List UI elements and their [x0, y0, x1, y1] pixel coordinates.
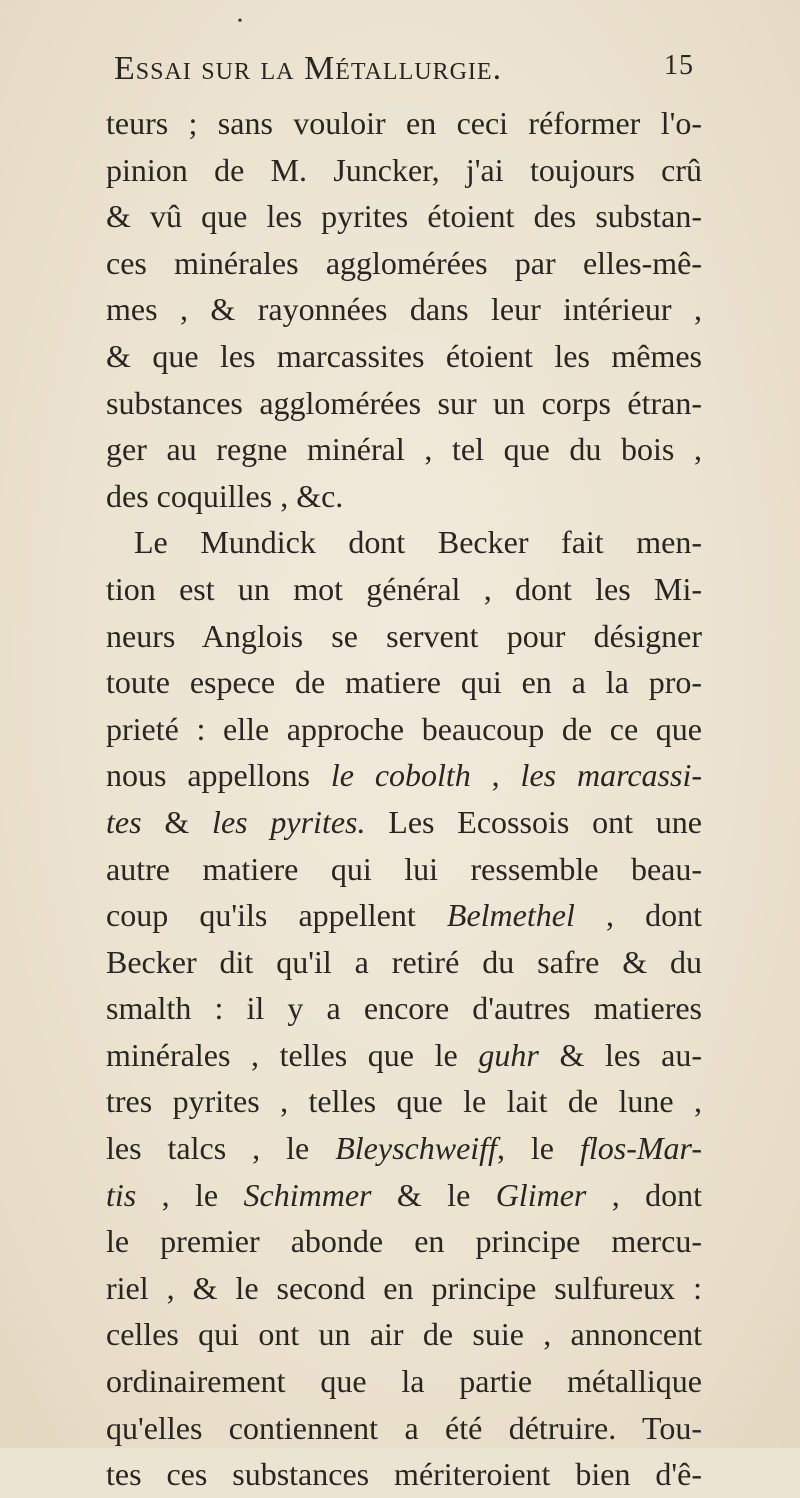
text-run: mes , & rayonnées dans leur intérieur ,: [106, 291, 702, 328]
text-line: [106, 1125, 702, 1172]
italic-run: Belmethel: [446, 897, 575, 934]
text-run: Le Mundick dont Becker fait men-: [134, 524, 702, 561]
text-run: teurs ; sans vouloir en ceci réformer l'o-: [106, 105, 702, 141]
text-line: [106, 1218, 702, 1265]
text-line: [106, 659, 702, 706]
text-run: &: [141, 803, 213, 840]
text-run: neurs Anglois se servent pour désigner: [106, 617, 702, 654]
text-line: [106, 799, 702, 846]
text-run: tes ces substances mériteroient bien d'ê-: [106, 1456, 702, 1493]
ink-mark: •: [237, 14, 243, 29]
text-run: prieté : elle approche beaucoup de ce que: [106, 710, 702, 747]
text-line: [106, 1451, 702, 1498]
text-line: [106, 613, 702, 660]
italic-run: Schimmer: [243, 1176, 372, 1213]
text-run: substances agglomérées sur un corps étran-: [106, 384, 702, 421]
italic-run: Glimer: [495, 1176, 587, 1213]
text-line: [106, 1311, 702, 1358]
text-run: des coquilles , &c.: [106, 477, 344, 514]
text-run: toute espece de matiere qui en a la pro-: [106, 664, 702, 701]
text-run: ger au regne minéral , tel que du bois ,: [106, 431, 702, 468]
italic-run: tis: [106, 1176, 137, 1213]
text-run: Becker dit qu'il a retiré du safre & du: [106, 943, 702, 980]
text-run: tres pyrites , telles que le lait de lune ,: [106, 1083, 702, 1120]
text-line: [106, 286, 702, 333]
text-run: tion est un mot général , dont les Mi-: [106, 570, 702, 607]
page-number: 15: [664, 50, 694, 81]
italic-run: guhr: [478, 1036, 539, 1073]
body-text: [106, 100, 702, 1498]
text-line: [106, 846, 702, 893]
text-line: [106, 426, 702, 473]
text-run: ces minérales agglomérées par elles-mê-: [106, 244, 702, 281]
text-run: , le: [496, 1130, 580, 1167]
text-line: [106, 333, 702, 380]
text-line: [106, 240, 702, 287]
text-run: riel , & le second en principe sulfureux :: [106, 1269, 702, 1306]
text-line: [106, 1405, 702, 1452]
text-line: [106, 892, 702, 939]
text-line: [106, 100, 702, 147]
text-run: & le: [371, 1176, 496, 1213]
text-run: , dont: [574, 897, 702, 934]
italic-run: les marcassi-: [520, 757, 702, 794]
text-line: [106, 519, 702, 566]
text-line: [106, 193, 702, 240]
text-run: smalth : il y a encore d'autres matieres: [106, 990, 702, 1027]
text-line: [106, 1078, 702, 1125]
text-run: celles qui ont un air de suie , annoncent: [106, 1316, 702, 1353]
text-line: [106, 752, 702, 799]
text-line: [106, 566, 702, 613]
text-run: & vû que les pyrites étoient des substan-: [106, 198, 702, 235]
italic-run: tes: [106, 803, 142, 840]
text-run: & les au-: [538, 1036, 702, 1073]
text-run: ordinairement que la partie métallique: [106, 1363, 702, 1400]
text-run: les talcs , le: [106, 1130, 336, 1167]
text-run: ,: [470, 757, 521, 794]
italic-run: flos-Mar-: [580, 1130, 702, 1167]
running-title: Essai sur la Métallurgie.: [114, 50, 503, 87]
text-run: , le: [136, 1176, 244, 1213]
text-line: [106, 939, 702, 986]
text-line: [106, 1172, 702, 1219]
italic-run: Bleyschweiff: [335, 1130, 497, 1167]
text-line: [106, 1032, 702, 1079]
text-line: [106, 473, 702, 520]
text-run: & que les marcassites étoient les mêmes: [106, 337, 702, 374]
italic-run: le cobolth: [330, 757, 471, 794]
text-run: pinion de M. Juncker, j'ai toujours crû: [106, 151, 702, 188]
text-line: [106, 1358, 702, 1405]
text-line: [106, 985, 702, 1032]
running-head: [114, 50, 694, 98]
text-run: nous appellons: [106, 757, 331, 794]
italic-run: les pyrites.: [212, 803, 366, 840]
text-line: [106, 1265, 702, 1312]
text-line: [106, 706, 702, 753]
text-run: autre matiere qui lui ressemble beau-: [106, 850, 702, 887]
text-run: , dont: [586, 1176, 702, 1213]
text-run: le premier abonde en principe mercu-: [106, 1223, 702, 1260]
text-run: Les Ecossois ont une: [365, 803, 702, 840]
text-run: qu'elles contiennent a été détruire. Tou-: [106, 1409, 702, 1446]
text-run: minérales , telles que le: [106, 1036, 479, 1073]
text-run: coup qu'ils appellent: [106, 897, 447, 934]
text-line: [106, 147, 702, 194]
text-line: [106, 380, 702, 427]
